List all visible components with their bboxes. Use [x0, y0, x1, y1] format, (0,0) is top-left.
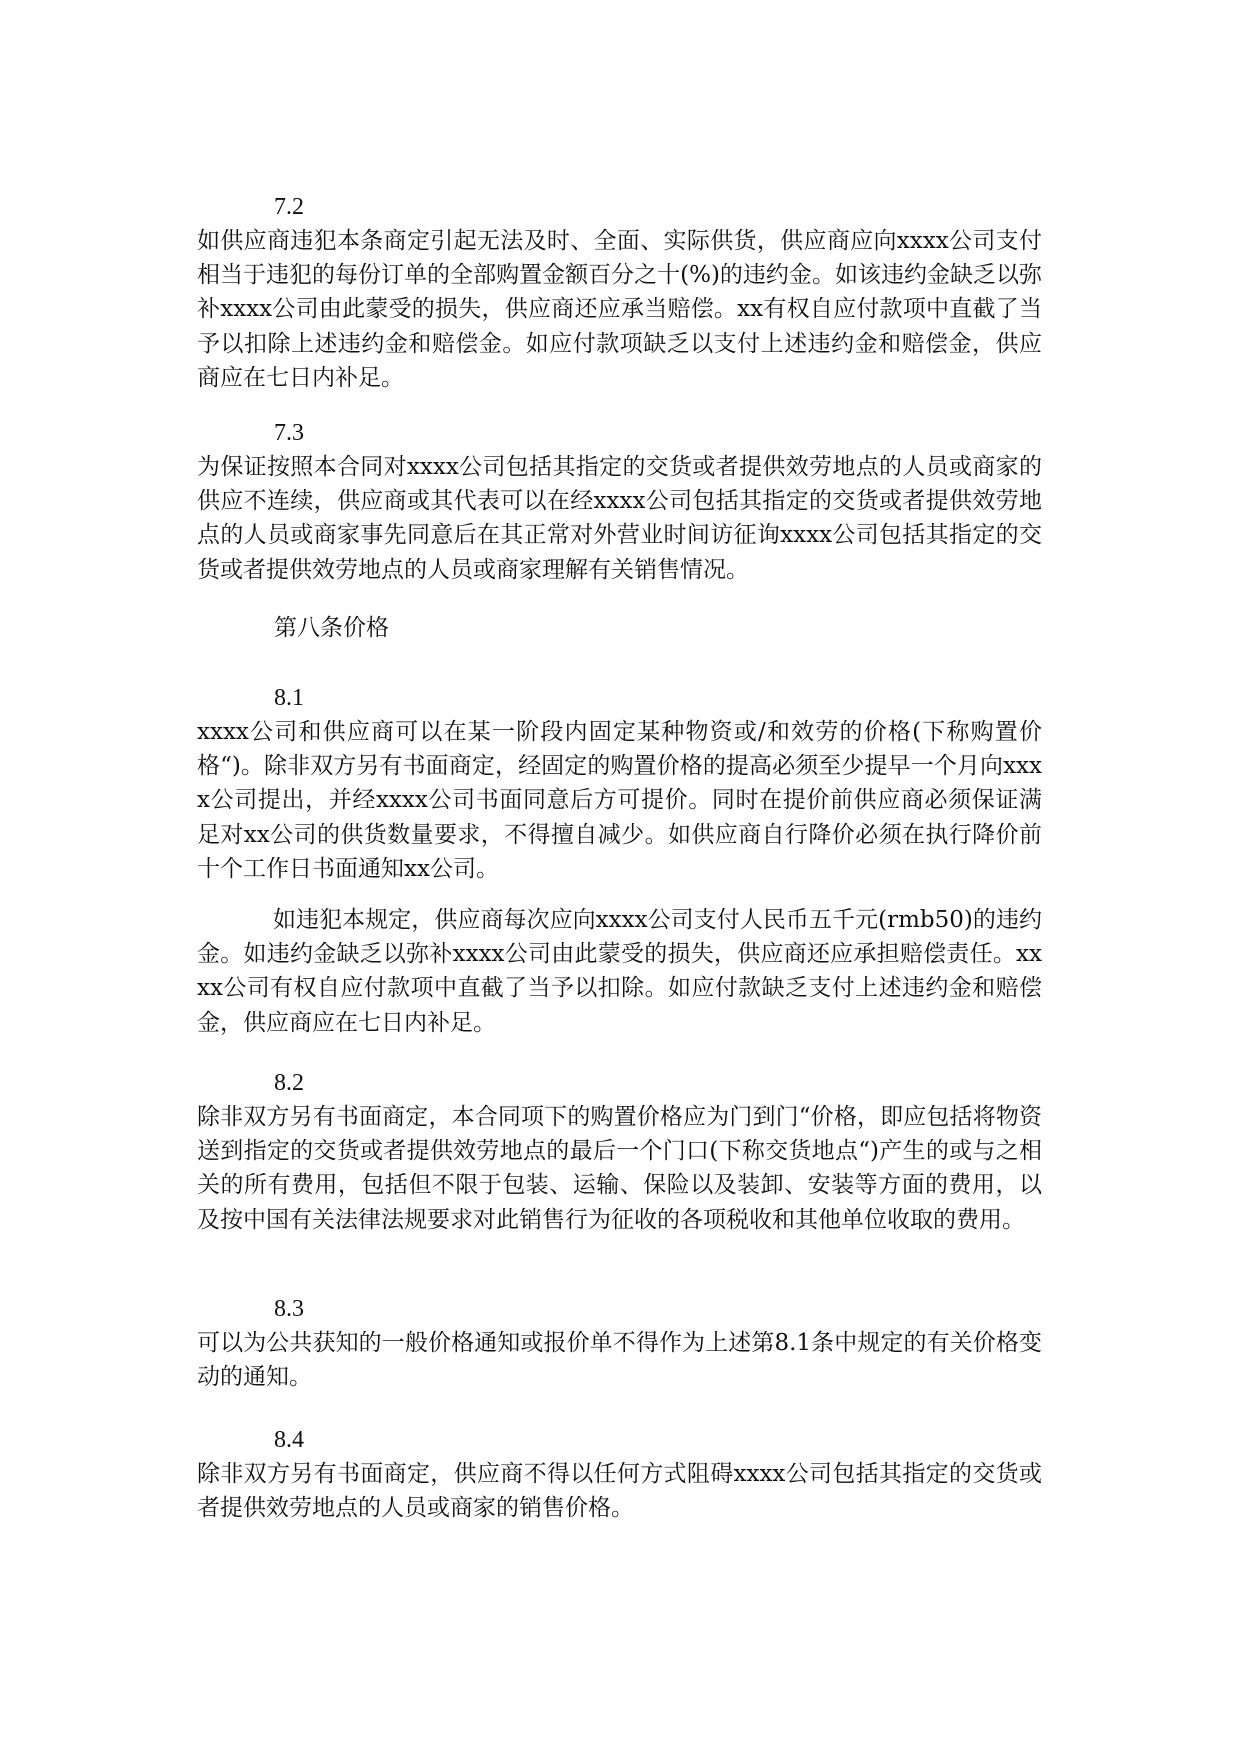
clause-text: 如供应商违犯本条商定引起无法及时、全面、实际供货，供应商应向xxxx公司支付相当于违犯的每份订单的全部购置金额百分之十(%)的违约金。如该违约金缺乏以弥补xxxx公司由此蒙受的损失，供应商还应承当赔偿。xx有权自应付款项中直截了当予以扣除上述违约金和赔偿金。如应付款项缺乏以支付上述违约金和赔偿金，供应商应在七日内补足。: [197, 228, 1042, 391]
clause-number: 7.3: [274, 420, 304, 446]
clause-8-1: [197, 681, 1042, 886]
clause-text: 除非双方另有书面商定，供应商不得以任何方式阻碍xxxx公司包括其指定的交货或者提供效劳地点的人员或商家的销售价格。: [197, 1461, 1042, 1522]
clause-text: 可以为公共获知的一般价格通知或报价单不得作为上述第8.1条中规定的有关价格变动的通知。: [197, 1330, 1042, 1391]
clause-number: 8.4: [274, 1427, 304, 1453]
clause-number: 7.2: [274, 194, 304, 220]
clause-number: 8.1: [274, 685, 304, 711]
clause-text: 为保证按照本合同对xxxx公司包括其指定的交货或者提供效劳地点的人员或商家的供应不连续，供应商或其代表可以在经xxxx公司包括其指定的交货或者提供效劳地点的人员或商家事先同意后在其正常对外营业时间访征询xxxx公司包括其指定的交货或者提供效劳地点的人员或商家理解有关销售情况。: [197, 454, 1042, 583]
clause-text: xxxx公司和供应商可以在某一阶段内固定某种物资或/和效劳的价格(下称购置价格“)。除非双方另有书面商定，经固定的购置价格的提高必须至少提早一个月向xxxx公司提出，并经xxxx公司书面同意后方可提价。同时在提价前供应商必须保证满足对xx公司的供货数量要求，不得擅自减少。如供应商自行降价必须在执行降价前十个工作日书面通知xx公司。: [197, 719, 1042, 882]
clause-8-4: [197, 1423, 1042, 1525]
article-heading: 第八条价格: [274, 615, 389, 641]
clause-7-2: [197, 190, 1042, 395]
clause-8-2: [197, 1066, 1042, 1237]
clause-8-1-penalty: [197, 903, 1042, 1040]
clause-number: 8.3: [274, 1296, 304, 1322]
clause-number: 8.2: [274, 1070, 304, 1096]
clause-text: 除非双方另有书面商定，本合同项下的购置价格应为门到门“价格，即应包括将物资送到指定的交货或者提供效劳地点的最后一个门口(下称交货地点“)产生的或与之相关的所有费用，包括但不限于包装、运输、保险以及装卸、安装等方面的费用，以及按中国有关法律法规要求对此销售行为征收的各项税收和其他单位收取的费用。: [197, 1104, 1042, 1233]
article-8-heading: [197, 611, 1042, 645]
clause-8-3: [197, 1292, 1042, 1394]
clause-7-3: [197, 416, 1042, 587]
paragraph: 如违犯本规定，供应商每次应向xxxx公司支付人民币五千元(rmb50)的违约金。如违约金缺乏以弥补xxxx公司由此蒙受的损失，供应商还应承担赔偿责任。xxxx公司有权自应付款项中直截了当予以扣除。如应付款缺乏支付上述违约金和赔偿金，供应商应在七日内补足。: [197, 907, 1042, 1036]
